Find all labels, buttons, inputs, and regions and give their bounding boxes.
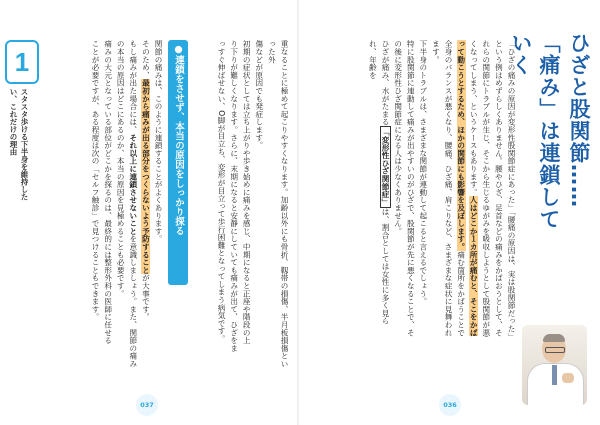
paragraph: 特に股関節に連動して痛みが出やすいのがひざで、股関節が先に悪くなることで、その後に変形性ひざ関節症になる人は少なくありません。	[393, 40, 416, 337]
left-body-upper	[190, 40, 290, 370]
chapter-number-badge: 1	[5, 40, 39, 84]
paragraph: っすぐ伸ばせない、O脚が目立ち、変形が目立って歩行困難となってしまう病気です。	[217, 40, 227, 343]
paragraph: 「ひざの痛みの原因が変形性股関節症にあった」「腰痛の原因は、実は股関節だった」という例はめずらしくありません。腰やひざ、足首などの痛みをかばおうとして、それらの関節にトラブルが生じ、そこから生じるゆがみを吸収しようとして股関節が悪くなってしまう、というケースもあります。人はどこか１カ所が痛むと、そこをかばって動こうとするため、ほかの関節にも影響を及ぼします。痛む箇所をかばうことで全身のバランスが悪くなり、腰痛、ひざ痛、肩こりなど、さまざまな症状に見舞われます。	[431, 40, 516, 337]
highlight-text: それ以上に連鎖させないこと	[128, 133, 138, 236]
paragraph: 初期の症状としては立ち上がりや歩き始めに痛みを感じ、中期になると正座や階段の上	[242, 40, 252, 345]
boxed-term: 「変形性ひざ関節症」	[381, 127, 391, 206]
paragraph: そのため、最初から痛みが出る部分をつくらないよう予防することが大事です。	[141, 40, 151, 321]
paragraph: もし痛みが出た場合には、それ以上に連鎖させないことを意識しましょう。また、関節の痛みの本当の原因はどこにあるのか、本当の原因を見極めることも必要です。	[116, 40, 138, 368]
highlight-text: 人はどこか１カ所が痛むと、そこをかばって動こうとするため、ほかの関節にも影響を及ぼします。	[456, 40, 479, 337]
section-heading: ●連鎖をさせず、本当の原因をしっかり探る	[168, 40, 188, 285]
title-line-2: 「痛み」は連鎖していく	[509, 32, 561, 230]
page-number: 036	[439, 394, 461, 416]
paragraph: り下りが難しくなります。さらに、末期になると安静にしていても痛みが出て、ひざをま	[229, 40, 239, 352]
paragraph: 痛みの大元となっている部位がどこかを探るのは、最終的には整形外科の医師に任せる	[103, 40, 113, 345]
paragraph: 関節の痛みは、このように連鎖することがよくあります。	[154, 40, 163, 243]
title-line-1: ひざと股関節……	[567, 32, 591, 208]
paragraph: 重なることに極めて起こりやすくなります。加齢以外にも骨折、靱帯の損傷、半月板損傷といった外	[267, 40, 289, 368]
page-number: 037	[136, 394, 158, 416]
doctor-portrait	[522, 325, 587, 405]
right-body	[368, 40, 517, 340]
article-title	[509, 32, 595, 242]
paragraph: ひざが痛み、水がたまる「変形性ひざ関節症」は、割合としては女性に多く見られ、年齢を	[368, 40, 391, 325]
paragraph: 下半身のトラブルは、さまざまな関節が連動して起こると言えるでしょう。	[418, 40, 428, 306]
paragraph: 傷などが原因でも発症します。	[254, 40, 264, 150]
highlight-text: 最初から痛みが出る部分をつくらないよう予防すること	[141, 79, 151, 274]
left-body-lower	[36, 40, 164, 370]
paragraph: ことが必要ですが、ある程度は次の「セルフ触診」で見つけることもできます。	[91, 40, 101, 321]
chapter-title: スタスタ歩ける下半身を維持したい、これだけの理由	[9, 88, 29, 201]
